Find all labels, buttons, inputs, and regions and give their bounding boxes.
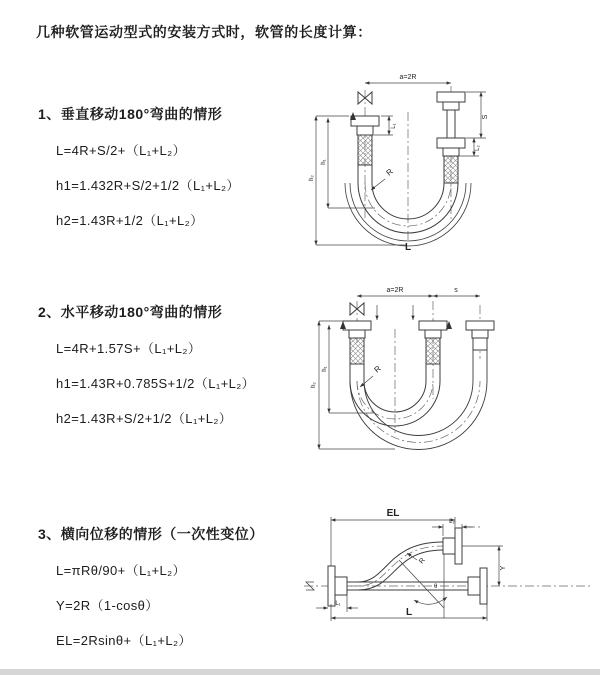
length-label: L <box>405 607 413 618</box>
dim-h1-label: h₁ <box>321 159 327 165</box>
radius-label: R <box>418 556 427 566</box>
flanges <box>328 528 487 606</box>
section-3-heading: 3、横向位移的情形（一次性变位） <box>38 526 264 542</box>
diagram-vertical-180-bend <box>303 68 588 253</box>
dim-el-label: EL <box>386 508 400 519</box>
section-1-heading: 1、垂直移动180°弯曲的情形 <box>38 106 223 122</box>
formula-1-3: h2=1.43R+1/2（L₁+L₂） <box>56 213 204 228</box>
section-2-heading: 2、水平移动180°弯曲的情形 <box>38 304 223 320</box>
formula-3-2: Y=2R（1-cosθ） <box>56 598 159 613</box>
braided-hose-left <box>350 338 364 364</box>
hose-u-bends <box>350 338 487 450</box>
dim-l2-label: L₂ <box>449 519 455 525</box>
dim-l1-label: L₁ <box>391 123 397 129</box>
dim-l2-label: L₂ <box>475 145 481 151</box>
formula-2-2: h1=1.43R+0.785S+1/2（L₁+L₂） <box>56 376 256 391</box>
angle-theta-label: θ <box>434 584 438 590</box>
section-1 <box>38 104 240 229</box>
dim-y-label: Y <box>500 565 507 571</box>
section-3 <box>38 524 264 649</box>
dimension-lines <box>316 517 503 621</box>
diagram-lateral-displacement <box>298 498 600 656</box>
radius-label: R <box>384 166 395 178</box>
braided-hose-right <box>444 156 458 183</box>
dim-s-label: s <box>454 287 458 294</box>
formula-3-1: L=πRθ/90+（L₁+L₂） <box>56 563 186 578</box>
scan-edge <box>0 669 600 675</box>
dimension-lines <box>316 83 486 245</box>
formula-1-1: L=4R+S/2+（L₁+L₂） <box>56 143 187 158</box>
formula-3-3: EL=2Rsinθ+（L₁+L₂） <box>56 633 192 648</box>
length-label: L <box>404 242 412 253</box>
dim-a-2r-label: a=2R <box>386 287 404 294</box>
formula-2-3: h2=1.43R+S/2+1/2（L₁+L₂） <box>56 411 233 426</box>
dim-l1-label: L₁ <box>335 601 341 607</box>
braided-hose-left <box>358 135 372 165</box>
formula-2-1: L=4R+1.57S+（L₁+L₂） <box>56 341 202 356</box>
dim-h1-label: h₁ <box>322 366 328 372</box>
formula-1-2: h1=1.432R+S/2+1/2（L₁+L₂） <box>56 178 240 193</box>
flanges <box>343 321 494 338</box>
dim-h2-label: h₂ <box>311 382 317 388</box>
hose-stub-right <box>473 338 487 350</box>
dim-a-2r-label: a=2R <box>399 74 417 81</box>
radius-label: R <box>372 363 383 375</box>
braided-hose-middle <box>426 338 440 364</box>
section-2 <box>38 302 255 427</box>
diagram-horizontal-180-bend <box>303 281 595 466</box>
page-title: 几种软管运动型式的安装方式时，软管的长度计算： <box>36 24 372 40</box>
dim-h2-label: h₂ <box>309 175 315 181</box>
dim-s-label: S <box>482 114 489 120</box>
